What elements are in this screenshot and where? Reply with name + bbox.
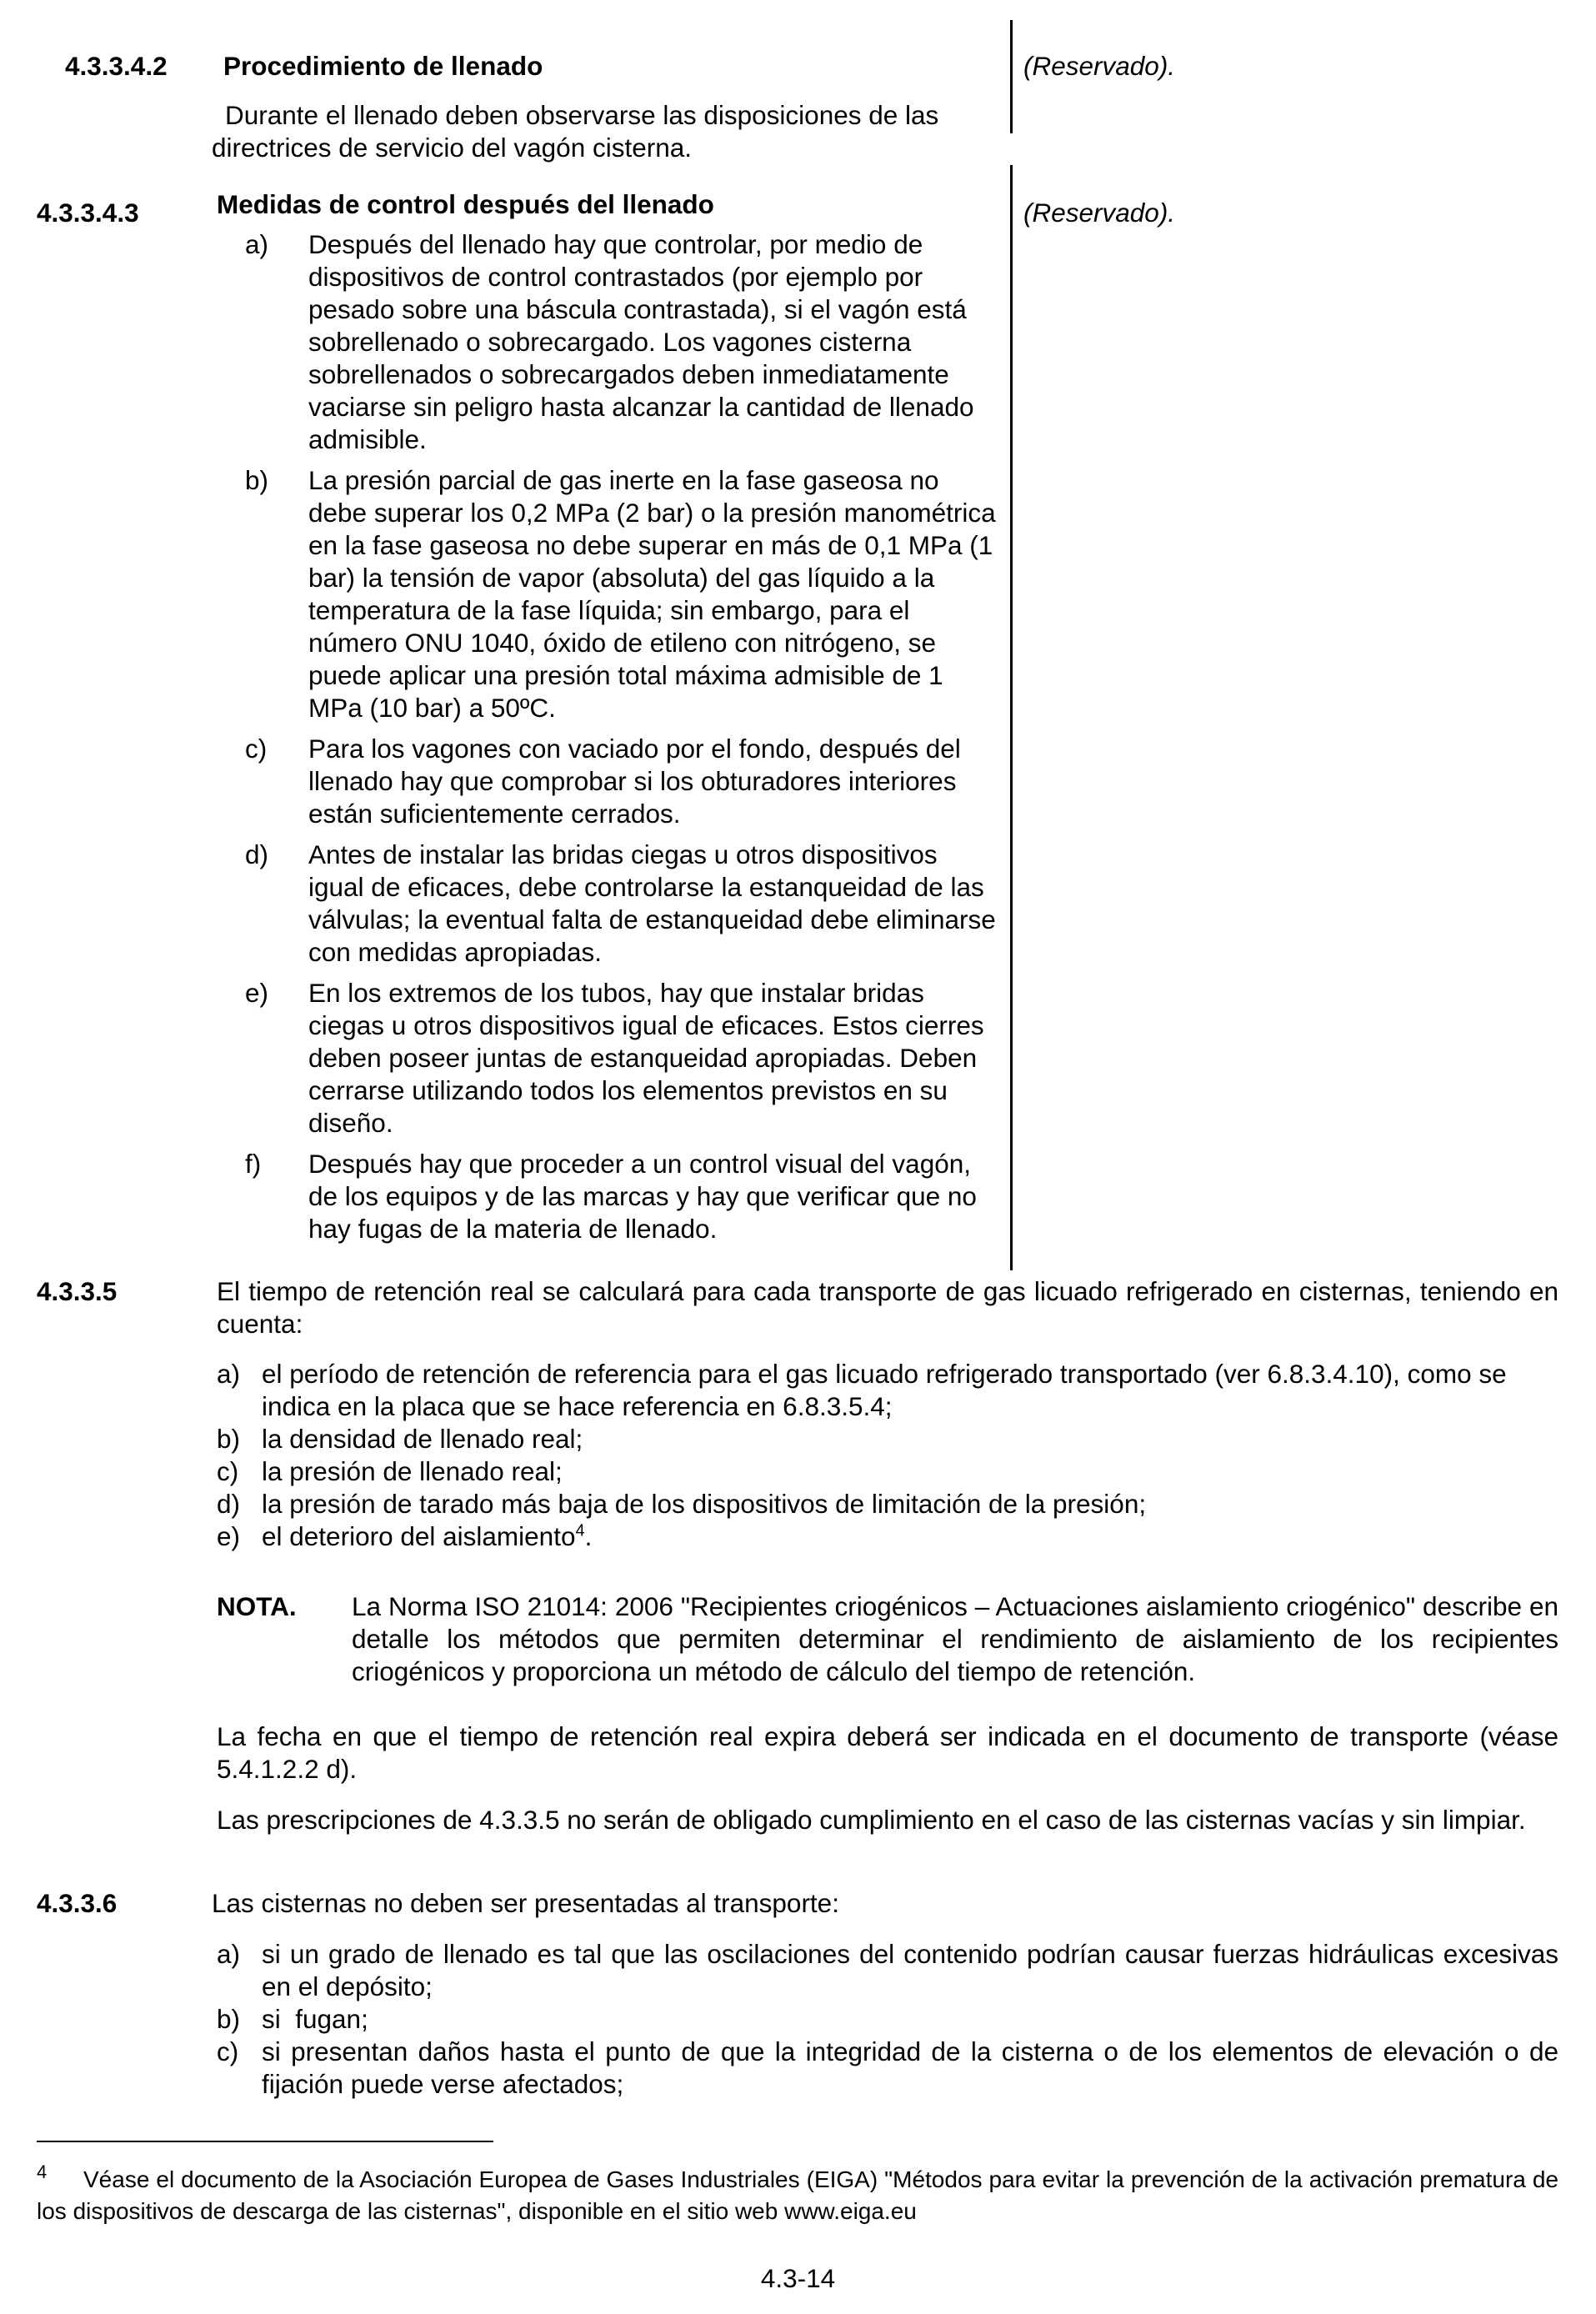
list-item-label: a) — [245, 229, 269, 259]
column-divider — [1010, 165, 1013, 1270]
list-item — [217, 1488, 1558, 1520]
list-item — [217, 2003, 1558, 2036]
section-number: 4.3.3.4.3 — [37, 198, 139, 228]
list-item-label: c) — [245, 734, 268, 764]
list-item-text: Después hay que proceder a un control visual del vagón, de los equipos y de las marcas y hay que verificar que no hay fugas de la materia de llenado. — [308, 1149, 977, 1244]
section-intro: Las cisternas no deben ser presentadas al transporte: — [212, 1888, 839, 1918]
list-item-text: la presión de tarado más baja de los dispositivos de limitación de la presión; — [262, 1489, 1147, 1519]
list — [217, 1358, 1558, 1553]
footnote-text: Véase el documento de la Asociación Europea de Gases Industriales (EIGA) "Métodos para evitar la prevención de la activación prematura de los dispositivos de descarga de las cisternas", disponible en el sitio web www.eiga.eu — [37, 2166, 1558, 2224]
note-text: La Norma ISO 21014: 2006 "Recipientes criogénicos – Actuaciones aislamiento criogénico" describe en detalle los métodos que permiten determinar el rendimiento de aislamiento de los recipientes criogénicos y proporciona un método de cálculo del tiempo de retención. — [352, 1591, 1558, 1686]
list-item-text: la densidad de llenado real; — [262, 1424, 583, 1454]
list-item-label: f) — [245, 1149, 262, 1179]
list-item-label: e) — [217, 1521, 241, 1551]
list-item — [217, 1358, 1558, 1423]
list-item-text: La presión parcial de gas inerte en la fase gaseosa no debe superar los 0,2 MPa (2 bar) o la presión manométrica en la fase gaseosa no debe superar en más de 0,1 MPa (1 bar) la tensión de vapor (absoluta) del gas líquido a la temperatura de la fase líquida; sin embargo, para el número ONU 1040, óxido de etileno con nitrógeno, se puede aplicar una presión total máxima admisible de 1 MPa (10 bar) a 50ºC. — [308, 465, 996, 723]
list-item-label: c) — [217, 2036, 239, 2066]
list-item-label: c) — [217, 1456, 239, 1486]
list-item-label: d) — [217, 1489, 241, 1519]
reserved-note: (Reservado). — [1023, 51, 1176, 81]
list-item — [217, 1455, 1558, 1488]
section-body: Durante el llenado deben observarse las disposiciones de las directrices de servicio del vagón cisterna. — [212, 100, 939, 163]
list-item-text: si fugan; — [262, 2004, 368, 2034]
list-item — [245, 228, 997, 456]
list-item-text: En los extremos de los tubos, hay que instalar bridas ciegas u otros dispositivos igual de eficaces. Estos cierres deben poseer juntas de estanqueidad apropiadas. Deben cerrarse utilizando todos los elementos previstos en su diseño. — [308, 978, 984, 1138]
paragraph: La fecha en que el tiempo de retención real expira deberá ser indicada en el documento de transporte (véase 5.4.1.2.2 d). — [217, 1721, 1558, 1784]
list-item-label: b) — [217, 1424, 241, 1454]
list-item-text — [262, 1520, 1558, 1553]
list-item-label: b) — [217, 2004, 241, 2034]
list-item-text: el período de retención de referencia para el gas licuado refrigerado transportado (ver 6.8.3.4.10), como se indica en la placa que se hace referencia en 6.8.3.5.4; — [262, 1359, 1507, 1421]
list-item-text: Después del llenado hay que controlar, por medio de dispositivos de control contrastados (por ejemplo por pesado sobre una báscula contrastada), si el vagón está sobrellenado o sobrecargado. Los vagones cisterna sobrellenados o sobrecargados deben inmediatamente vaciarse sin peligro hasta alcanzar la cantidad de llenado admisible. — [308, 229, 974, 454]
list-item-label: d) — [245, 839, 269, 869]
paragraph: Las prescripciones de 4.3.3.5 no serán de obligado cumplimiento en el caso de las cisternas vacías y sin limpiar. — [217, 1805, 1526, 1835]
list-item — [217, 2036, 1558, 2101]
section-title: Procedimiento de llenado — [223, 51, 543, 81]
column-divider — [1010, 20, 1013, 133]
list-item-label: b) — [245, 465, 269, 495]
list-item-end: . — [584, 1521, 593, 1551]
note-label: NOTA. — [217, 1591, 297, 1621]
list-item-text: si un grado de llenado es tal que las oscilaciones del contenido podrían causar fuerzas hidráulicas excesivas en el depósito; — [262, 1939, 1558, 2001]
list-item — [245, 733, 997, 830]
section-number: 4.3.3.4.2 — [65, 51, 168, 81]
list-item-label: a) — [217, 1359, 241, 1389]
reserved-note: (Reservado). — [1023, 198, 1176, 228]
list-item — [245, 1148, 997, 1245]
list-item — [245, 977, 997, 1139]
list-item-text-body: el deterioro del aislamiento — [262, 1521, 576, 1551]
section-number: 4.3.3.6 — [37, 1888, 118, 1918]
list-item-text: Para los vagones con vaciado por el fondo, después del llenado hay que comprobar si los obturadores interiores están suficientemente cerrados. — [308, 734, 961, 829]
list-item — [245, 464, 997, 724]
section-intro: El tiempo de retención real se calculará para cada transporte de gas licuado refrigerado en cisternas, teniendo en cuenta: — [217, 1276, 1558, 1339]
list-item-text: la presión de llenado real; — [262, 1456, 563, 1486]
list-item — [217, 1938, 1558, 2003]
page-number: 4.3-14 — [760, 2263, 836, 2293]
footnote-ref[interactable]: 4 — [575, 1521, 585, 1540]
list-item-label: a) — [217, 1939, 241, 1969]
list-item — [217, 1423, 1558, 1455]
list — [217, 1938, 1558, 2101]
list — [245, 228, 997, 1245]
footnote-mark: 4 — [37, 2161, 48, 2182]
list-item — [217, 1520, 1558, 1553]
footnote-separator — [37, 2141, 493, 2142]
list-item-label: e) — [245, 978, 269, 1008]
list-item — [245, 839, 997, 969]
list-item-text: Antes de instalar las bridas ciegas u otros dispositivos igual de eficaces, debe controlarse la estanqueidad de las válvulas; la eventual falta de estanqueidad debe eliminarse con medidas apropiadas. — [308, 839, 996, 967]
section-title: Medidas de control después del llenado — [217, 189, 714, 219]
section-number: 4.3.3.5 — [37, 1276, 118, 1306]
list-item-text: si presentan daños hasta el punto de que la integridad de la cisterna o de los elementos de elevación o de fijación puede verse afectados; — [262, 2036, 1558, 2099]
